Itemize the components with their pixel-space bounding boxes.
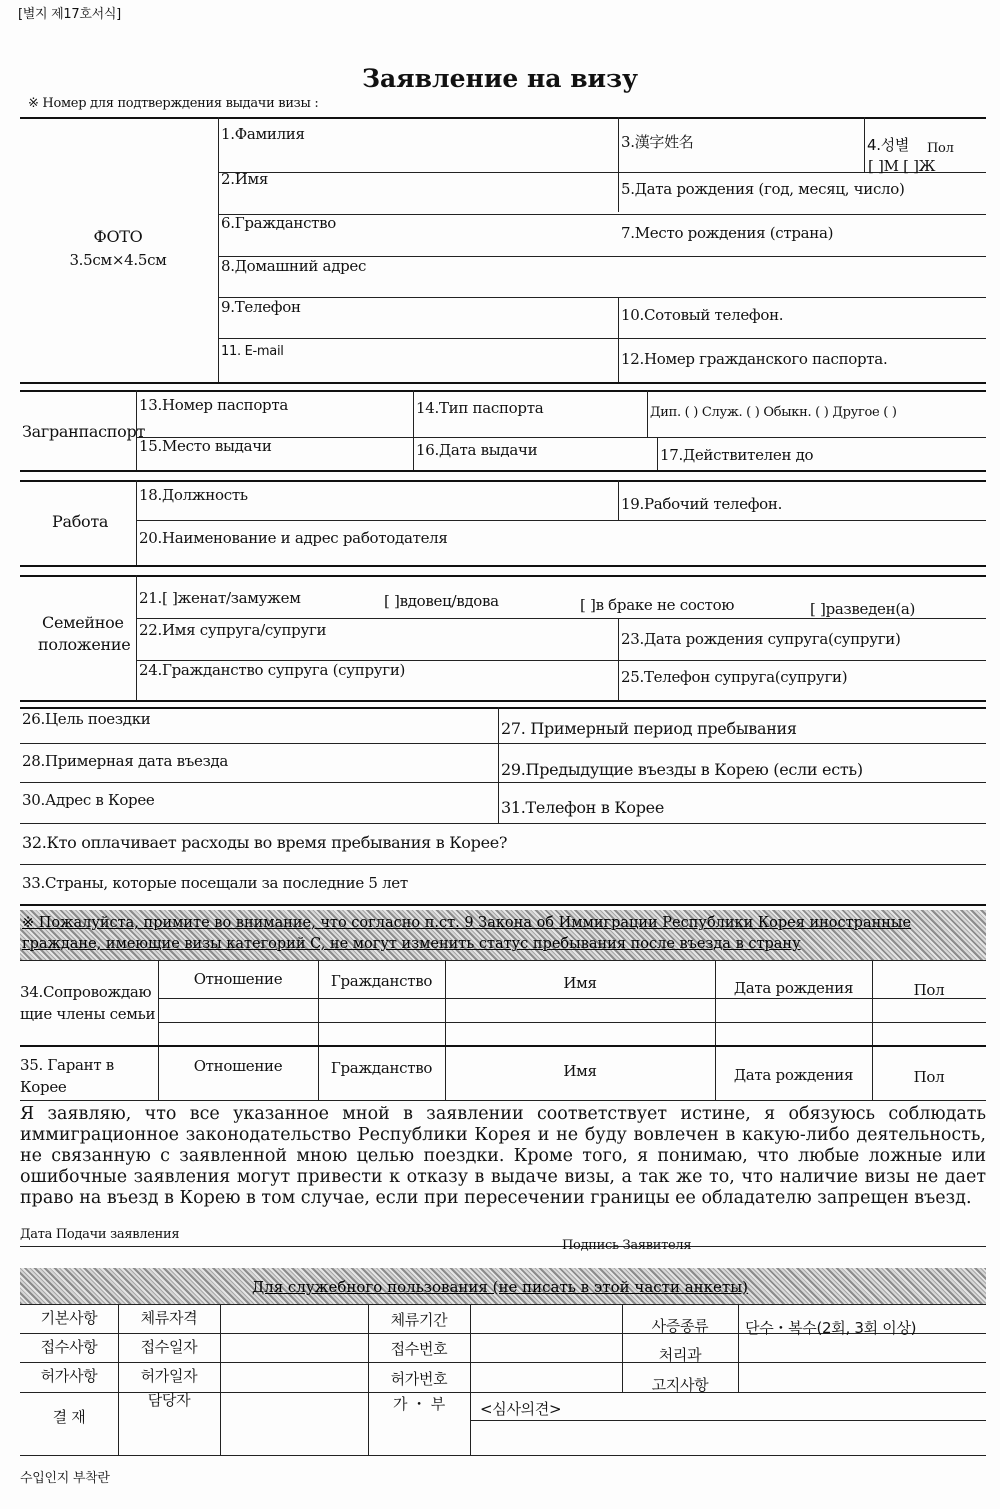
visited-countries-field[interactable]: 33.Страны, которые посещали за последние 5 лет — [22, 874, 408, 892]
office-notice-label: 고지사항 — [651, 1376, 709, 1394]
office-banner-text: Для служебного пользования (не писать в этой части анкеты) — [251, 1278, 749, 1296]
office-permit-date-label: 허가일자 — [140, 1367, 198, 1385]
photo-size: 3.5см×4.5см — [69, 251, 167, 269]
office-approval-label: 결 재 — [52, 1408, 86, 1426]
revenue-stamp-label: 수입인지 부착란 — [20, 1471, 110, 1486]
family-section-line2: положение — [38, 635, 131, 654]
gender-checkboxes[interactable]: [ ]М [ ]Ж — [868, 157, 936, 175]
declaration-text: Я заявляю, что все указанное мной в заявлении соответствует истине, я обязуюсь соблюдать иммиграционное законодательство Республики Корея и не буду вовлечен в какую-либо деятельность, не связанную с заявленной мною целью поездки. Кроме того, я понимаю, что любые ложные или ошибочные заявления могут привести к отказу в выдаче визы, а так же то, что наличие визы не дает право на въезд в Корею в том случае, если при пересечении границы ее обладателю запрещен въезд. — [20, 1104, 986, 1208]
notice-line1: ※ Пожалуйста, примите во внимание, что согласно п.ст. 9 Закона об Иммиграции Республики Корея иностранные — [22, 915, 912, 931]
guarantor-label-line1: 35. Гарант в — [20, 1056, 114, 1074]
chinese-name-field[interactable]: 3.漢字姓名 — [621, 133, 694, 151]
spouse-birthdate-field[interactable]: 23.Дата рождения супруга(супруги) — [621, 630, 901, 648]
entry-date-field[interactable]: 28.Примерная дата въезда — [22, 752, 229, 770]
companions-label-line1: 34.Сопровождаю — [20, 983, 152, 1001]
birth-date-field[interactable]: 5.Дата рождения (год, месяц, число) — [621, 180, 905, 198]
office-status-label: 체류자격 — [140, 1309, 198, 1327]
page-title: Заявление на визу — [361, 64, 639, 93]
photo-label: ФОТО — [93, 227, 143, 246]
family-section-line1: Семейное — [42, 613, 124, 632]
office-receipt-date-label: 접수일자 — [140, 1338, 198, 1356]
companions-label-line2: щие члены семьи — [20, 1005, 156, 1023]
issue-place-field[interactable]: 15.Место выдачи — [139, 437, 272, 455]
companions-col-birthdate: Дата рождения — [733, 979, 854, 997]
citizenship-field[interactable]: 6.Гражданство — [221, 214, 337, 232]
guarantor-col-gender: Пол — [913, 1068, 945, 1086]
issue-date-field[interactable]: 16.Дата выдачи — [416, 441, 538, 459]
office-permit-number-label: 허가번호 — [390, 1370, 448, 1388]
email-field[interactable]: 11. E-mail — [221, 344, 284, 359]
employer-field[interactable]: 20.Наименование и адрес работодателя — [139, 529, 448, 547]
office-review-opinion-label: <심사의견> — [480, 1400, 562, 1418]
given-name-field[interactable]: 2.Имя — [221, 170, 269, 188]
surname-field[interactable]: 1.Фамилия — [221, 125, 305, 143]
guarantor-col-birthdate: Дата рождения — [733, 1066, 854, 1084]
companions-col-name: Имя — [563, 974, 597, 992]
signature-label: Подпись Заявителя — [562, 1238, 692, 1253]
office-visa-type-label: 사증종류 — [651, 1317, 709, 1335]
guarantor-col-name: Имя — [563, 1062, 597, 1080]
guarantor-col-citizenship: Гражданство — [330, 1059, 433, 1077]
passport-section-label: Загранпаспорт — [22, 422, 145, 441]
spouse-name-field[interactable]: 22.Имя супруга/супруги — [139, 621, 327, 639]
guarantor-label-line2: Корее — [20, 1078, 67, 1096]
companions-col-relation: Отношение — [193, 970, 283, 988]
signature-area[interactable] — [700, 1232, 960, 1254]
passport-type-field[interactable]: 14.Тип паспорта — [416, 399, 544, 417]
position-field[interactable]: 18.Должность — [139, 486, 248, 504]
office-stay-period-label: 체류기간 — [390, 1311, 448, 1329]
home-address-field[interactable]: 8.Домашний адрес — [221, 257, 367, 275]
passport-type-options[interactable]: Дип. ( ) Служ. ( ) Обыкн. ( ) Другое ( ) — [650, 405, 897, 420]
office-manager-label: 담당자 — [147, 1391, 191, 1409]
confirm-number-label: ※ Номер для подтверждения выдачи визы : — [28, 96, 319, 111]
notice-line2: граждане, имеющие визы категорий C, не могут изменить статус пребывания после въезда в страну — [22, 936, 801, 952]
trip-purpose-field[interactable]: 26.Цель поездки — [22, 710, 151, 728]
office-receipt-label: 접수사항 — [40, 1338, 98, 1356]
work-section-label: Работа — [52, 512, 109, 531]
phone-field[interactable]: 9.Телефон — [221, 298, 301, 316]
spouse-citizenship-field[interactable]: 24.Гражданство супруга (супруги) — [139, 661, 406, 679]
office-approve-reject-label: 가 ・ 부 — [392, 1395, 446, 1413]
gender-pol-label: Пол — [927, 141, 954, 156]
work-phone-field[interactable]: 19.Рабочий телефон. — [621, 495, 783, 513]
widowed-checkbox[interactable]: [ ]вдовец/вдова — [384, 592, 499, 610]
korea-address-field[interactable]: 30.Адрес в Корее — [22, 791, 155, 809]
national-passport-field[interactable]: 12.Номер гражданского паспорта. — [621, 350, 888, 368]
passport-number-field[interactable]: 13.Номер паспорта — [139, 396, 288, 414]
application-date-label: Дата Подачи заявления — [20, 1227, 180, 1242]
single-checkbox[interactable]: [ ]в браке не состою — [580, 596, 735, 614]
korea-phone-field[interactable]: 31.Телефон в Корее — [501, 798, 665, 817]
spouse-phone-field[interactable]: 25.Телефон супруга(супруги) — [621, 668, 848, 686]
guarantor-col-relation: Отношение — [193, 1057, 283, 1075]
mobile-phone-field[interactable]: 10.Сотовый телефон. — [621, 306, 784, 324]
gender-label: 4.성별 — [867, 136, 910, 154]
previous-entries-field[interactable]: 29.Предыдущие въезды в Корею (если есть) — [501, 760, 863, 779]
form-tag: [별지 제17호서식] — [18, 7, 121, 22]
married-checkbox[interactable]: 21.[ ]женат/замужем — [139, 589, 301, 607]
companions-col-citizenship: Гражданство — [330, 972, 433, 990]
companions-col-gender: Пол — [913, 981, 945, 999]
office-receipt-number-label: 접수번호 — [390, 1340, 448, 1358]
divorced-checkbox[interactable]: [ ]разведен(а) — [810, 600, 916, 618]
birth-place-field[interactable]: 7.Место рождения (страна) — [621, 224, 834, 242]
stay-period-field[interactable]: 27. Примерный период пребывания — [501, 719, 797, 738]
office-basic-label: 기본사항 — [40, 1309, 98, 1327]
office-visa-type-value: 단수・복수(2회, 3회 이상) — [745, 1319, 917, 1337]
office-department-label: 처리과 — [658, 1346, 702, 1364]
expenses-payer-field[interactable]: 32.Кто оплачивает расходы во время пребывания в Корее? — [22, 833, 508, 852]
valid-until-field[interactable]: 17.Действителен до — [660, 446, 814, 464]
office-permit-label: 허가사항 — [40, 1367, 98, 1385]
